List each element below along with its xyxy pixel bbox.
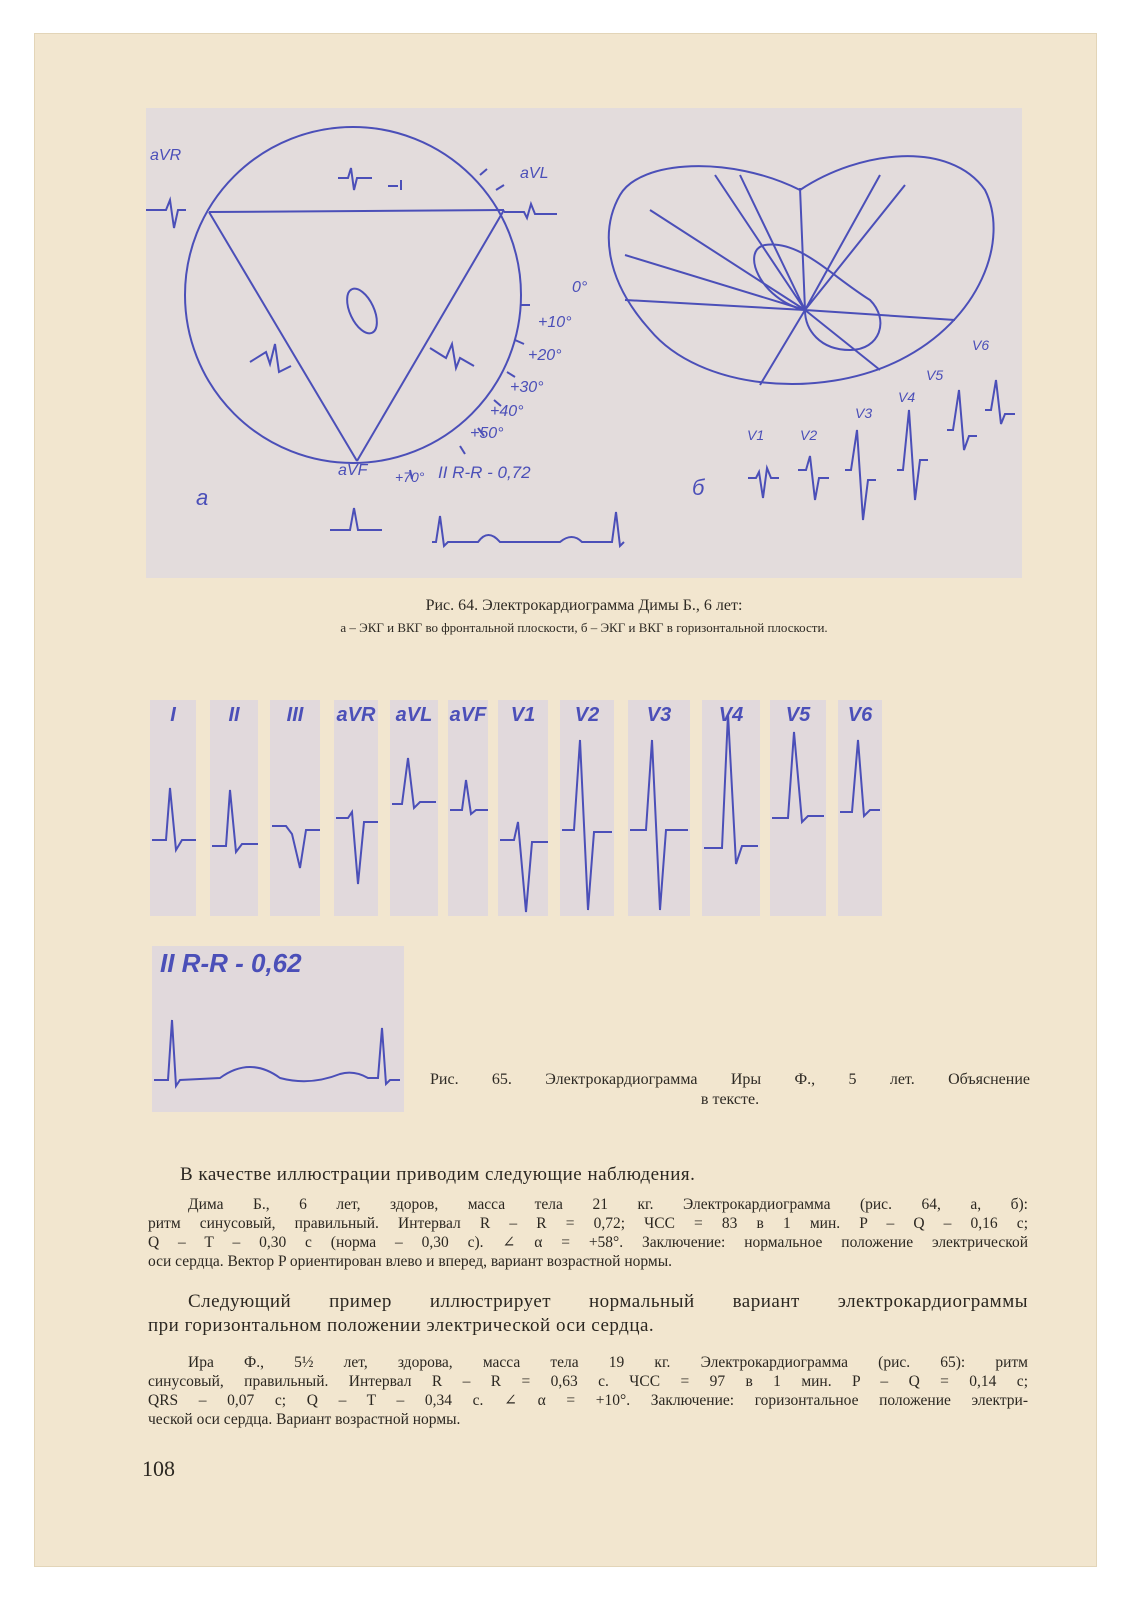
lead-strip-v5	[770, 700, 826, 916]
label-avf: aVF	[338, 462, 368, 479]
lead-strip-v2	[560, 700, 614, 916]
paragraph-dima	[148, 1195, 1028, 1271]
chest-label-v5: V5	[926, 367, 944, 383]
paragraph-ira	[148, 1353, 1028, 1429]
lead-label: V6	[847, 704, 873, 726]
angle-50: +50°	[470, 425, 504, 442]
figure-64-drawing	[0, 0, 1131, 600]
paragraph-intro-text: В качестве иллюстрации приводим следующие наблюдения.	[180, 1164, 696, 1185]
panel-a-letter: а	[196, 485, 209, 510]
rhythm-label-64: II R-R - 0,72	[438, 463, 531, 482]
angle-10: +10°	[538, 314, 572, 331]
lead-label: aVL	[395, 704, 433, 726]
lead-label: V1	[510, 704, 536, 726]
lead-label: V4	[718, 704, 744, 726]
ira-line2: синусовый, правильный. Интервал R – R = 0,63 с. ЧСС = 97 в 1 мин. P – Q = 0,14 с;	[148, 1373, 1028, 1390]
figure-65-caption-line2: в тексте.	[700, 1091, 760, 1108]
figure-65-caption-line1: Рис. 65. Электрокардиограмма Иры Ф., 5 лет. Объяснение	[430, 1071, 1030, 1088]
figure-64-caption-line1: Рис. 64. Электрокардиограмма Димы Б., 6 лет:	[425, 597, 743, 614]
lead-strip-ii	[210, 700, 258, 916]
lead-strip-iii	[270, 700, 320, 916]
angle-0: 0°	[572, 279, 588, 296]
angle-20: +20°	[528, 347, 562, 364]
chest-label-v1: V1	[747, 427, 765, 443]
frontal-loop	[341, 284, 383, 338]
label-avr: aVR	[150, 147, 182, 164]
rhythm-trace-65	[152, 946, 404, 1112]
angle-30: +30°	[510, 379, 544, 396]
chest-label-v2: V2	[800, 427, 818, 443]
lead-label: aVR	[336, 704, 376, 726]
figure-64-caption-line2: а – ЭКГ и ВКГ во фронтальной плоскости, б – ЭКГ и ВКГ в горизонтальной плоскости.	[340, 620, 828, 635]
ira-line3: QRS – 0,07 с; Q – T – 0,34 с. ∠ α = +10°. Заключение: горизонтальное положение электри-	[148, 1392, 1028, 1409]
label-avl: aVL	[520, 165, 549, 182]
lead-strip-avl	[390, 700, 438, 916]
lead-label: V2	[574, 704, 600, 726]
lead-strip-avr	[334, 700, 378, 916]
dima-line3: Q – T – 0,30 с (норма – 0,30 с). ∠ α = +58°. Заключение: нормальное положение электрической	[148, 1234, 1028, 1251]
example-line1: Следующий пример иллюстрирует нормальный вариант электрокардиограммы	[188, 1291, 1028, 1312]
lead-strip-i	[150, 700, 196, 916]
lead-strip-v3	[628, 700, 690, 916]
rhythm-label-65: II R-R - 0,62	[160, 948, 302, 978]
angle-70: +70°	[395, 469, 425, 485]
lead-label: III	[286, 704, 304, 726]
lead-label: I	[170, 704, 176, 726]
dima-line1: Дима Б., 6 лет, здоров, масса тела 21 кг. Электрокардиограмма (рис. 64, а, б):	[188, 1196, 1028, 1213]
dima-line4: оси сердца. Вектор P ориентирован влево и вперед, вариант возрастной нормы.	[148, 1253, 672, 1270]
dima-line2: ритм синусовый, правильный. Интервал R – R = 0,72; ЧСС = 83 в 1 мин. P – Q – 0,16 с;	[148, 1215, 1028, 1232]
chest-label-v4: V4	[898, 389, 916, 405]
ira-line1: Ира Ф., 5½ лет, здорова, масса тела 19 кг. Электрокардиограмма (рис. 65): ритм	[188, 1354, 1028, 1371]
lead-label: V3	[646, 704, 672, 726]
lead-strip-v1	[498, 700, 548, 916]
horizontal-outline	[609, 156, 994, 384]
example-line2: при горизонтальном положении электрической оси сердца.	[148, 1315, 655, 1336]
lead-label: aVF	[449, 704, 487, 726]
chest-label-v3: V3	[855, 405, 873, 421]
chest-label-v6: V6	[972, 337, 990, 353]
lead-strip-v4	[702, 700, 760, 916]
panel-b-letter: б	[692, 475, 705, 500]
lead-strip-v6	[838, 700, 882, 916]
lead-label: V5	[785, 704, 811, 726]
paragraph-intro	[180, 1163, 1050, 1187]
page-number: 108	[142, 1456, 175, 1481]
lead-label: II	[228, 704, 240, 726]
paragraph-example	[148, 1290, 1028, 1338]
ira-line4: ческой оси сердца. Вариант возрастной нормы.	[148, 1411, 461, 1428]
angle-40: +40°	[490, 403, 524, 420]
lead-strip-avf	[448, 700, 488, 916]
